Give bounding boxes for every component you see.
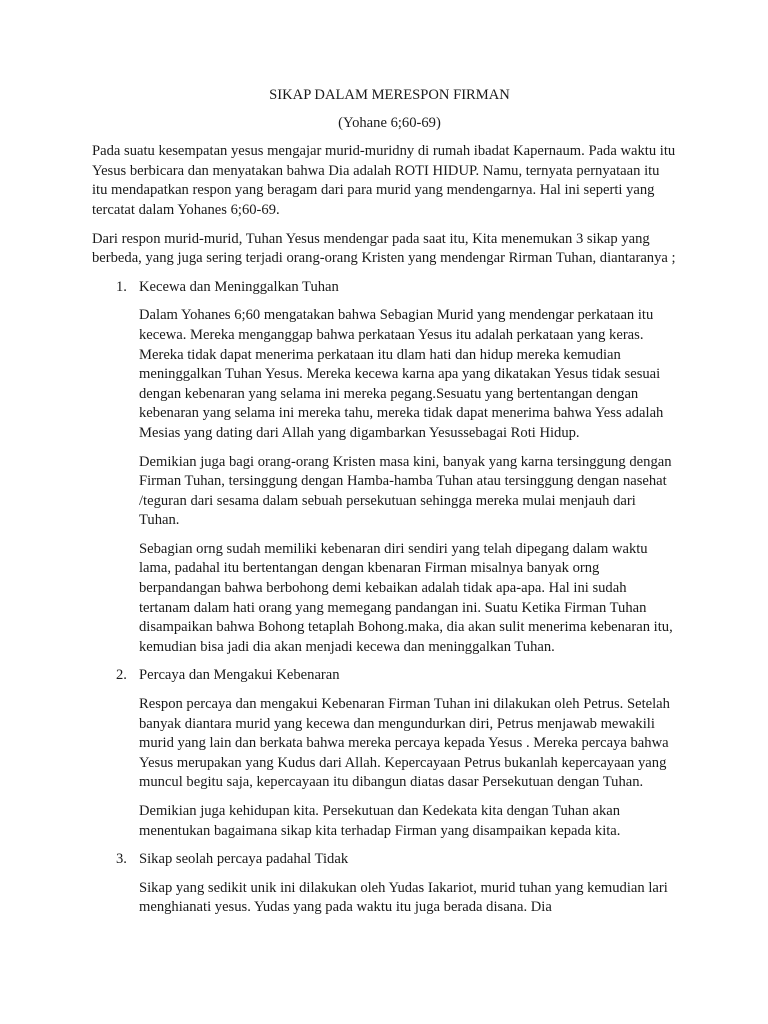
list-number: 2. bbox=[116, 667, 127, 684]
body-paragraph: Demikian juga kehidupan kita. Persekutuan dan Kedekata kita dengan Tuhan akan menentukan bagaimana sikap kita terhadap Firman yang disampaikan kepada kita. bbox=[139, 803, 621, 839]
document-page bbox=[92, 86, 677, 927]
body-paragraph: Sikap yang sedikit unik ini dilakukan oleh Yudas Iakariot, murid tuhan yang kemudian lari menghianati yesus. Yudas yang pada waktu itu juga berada disana. Dia bbox=[139, 879, 668, 916]
list-item-3 bbox=[92, 850, 677, 918]
list-body bbox=[139, 879, 677, 918]
intro-paragraph: Pada suatu kesempatan yesus mengajar murid-muridny di rumah ibadat Kapernaum. Pada waktu itu Yesus berbicara dan menyatakan bahwa Dia adalah ROTI HIDUP. Namu, ternyata pernyataan itu itu mendapatkan respon yang beragam dari para murid yang mendengarnya. Hal ini seperti yang tercatat dalam Yohanes 6;60-69. bbox=[92, 143, 676, 218]
body-paragraph: Demikian juga bagi orang-orang Kristen masa kini, banyak yang karna tersinggung dengan Firman Tuhan, tersinggung dengan Hamba-hamba Tuhan atau tersinggung dengan nasehat /teguran dari sesama dalam sebuah persekutuan sehingga mereka mulai menjauh dari Tuhan. bbox=[139, 453, 672, 529]
document-title: SIKAP DALAM MERESPON FIRMAN bbox=[269, 87, 510, 103]
list-number: 3. bbox=[116, 851, 127, 868]
list-body bbox=[139, 695, 677, 841]
intro-paragraph: Dari respon murid-murid, Tuhan Yesus mendengar pada saat itu, Kita menemukan 3 sikap yang berbeda, yang juga sering terjadi orang-orang Kristen yang mendengar Rirman Tuhan, diantaranya ; bbox=[92, 230, 676, 267]
body-paragraph: Sebagian orng sudah memiliki kebenaran diri sendiri yang telah dipegang dalam waktu lama, padahal itu bertentangan dengan kbenaran Firman misalnya banyak orng berpandangan bahwa berbohong demi kebaikan adalah tidak apa-apa. Hal ini sudah tertanam dalam hati orang yang memegang pandangan ini. Suatu Ketika Firman Tuhan disampaikan bahwa Bohong tetaplah Bohong.maka, dia akan sulit menerima kebenaran itu, kemudian bisa jadi dia akan menjadi kecewa dan meninggalkan Tuhan. bbox=[139, 540, 673, 655]
body-paragraph: Respon percaya dan mengakui Kebenaran Firman Tuhan ini dilakukan oleh Petrus. Setelah banyak diantara murid yang kecewa dan mengundurkan diri, Petrus menjawab mewakili murid yang lain dan berkata bahwa mereka percaya kepada Yesus . Mereka percaya bahwa Yesus merupakan yang Kudus dari Allah. Kepercayaan Petrus bukanlah kepercayaan yang muncul begitu saja, kepercayaan itu dibangun diatas dasar Persekutuan dengan Tuhan. bbox=[139, 696, 670, 791]
list-heading: Sikap seolah percaya padahal Tidak bbox=[139, 851, 349, 868]
body-paragraph: Dalam Yohanes 6;60 mengatakan bahwa Sebagian Murid yang mendengar perkataan itu kecewa. Mereka menganggap bahwa perkataan Yesus itu adalah perkataan yang keras. Mereka tidak dapat menerima perkataan itu dlam hati dan hidup mereka kemudian meninggalkan Tuhan Yesus. Mereka kecewa karna apa yang dikatakan Yesus tidak sesuai dengan kebenaran yang selama ini mereka pegang.Sesuatu yang bertentangan dengan kebenaran yang selama ini mereka tahu, mereka tidak dapat menerima bahwa Yess adalah Mesias yang dating dari Allah yang digambarkan Yesussebagai Roti Hidup. bbox=[139, 307, 664, 441]
list-item-2 bbox=[92, 666, 677, 841]
list-number: 1. bbox=[116, 278, 127, 295]
document-subtitle: (Yohane 6;60-69) bbox=[338, 114, 441, 131]
list-body bbox=[139, 306, 677, 657]
list-heading: Percaya dan Mengakui Kebenaran bbox=[139, 667, 340, 684]
list-heading: Kecewa dan Meninggalkan Tuhan bbox=[139, 278, 339, 295]
list-item-1 bbox=[92, 278, 677, 658]
